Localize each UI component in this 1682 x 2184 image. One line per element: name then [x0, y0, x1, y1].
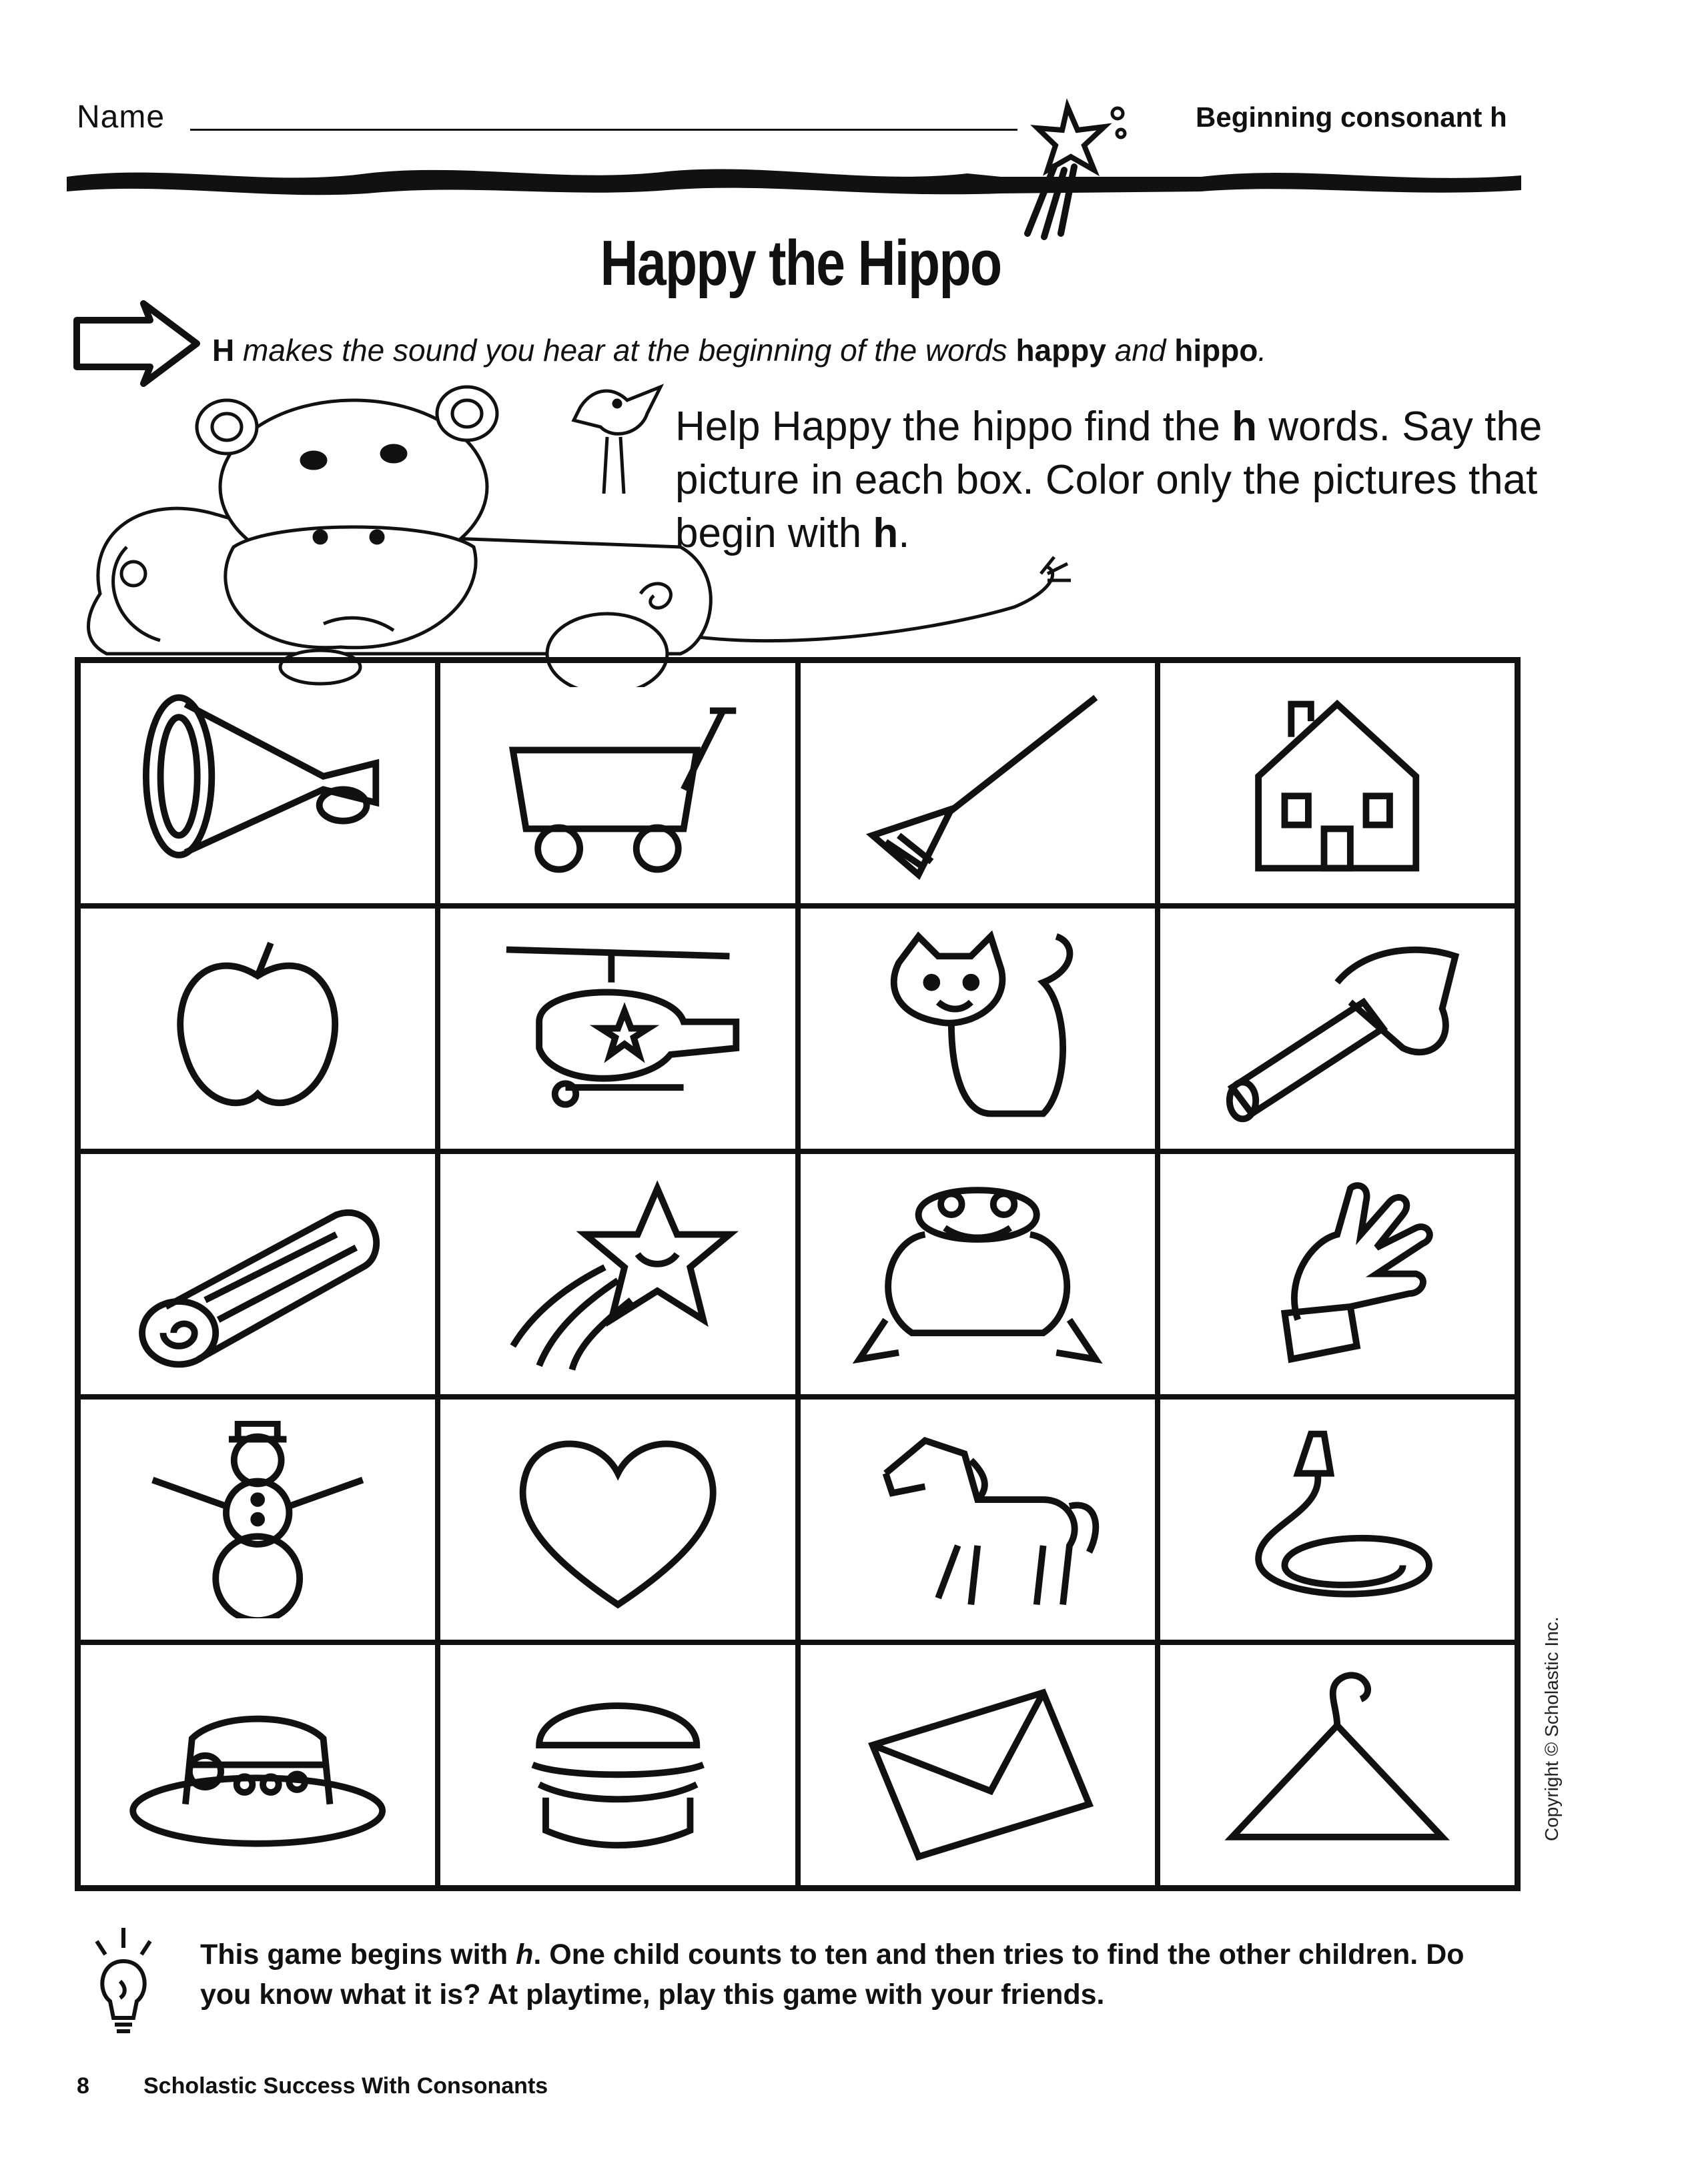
snowman-icon [119, 1421, 396, 1618]
shooting-star-icon [480, 1175, 756, 1372]
tip-part2: . One child counts to ten and then tries to find the other children. Do you know what it is? At playtime, play this game with your friends. [200, 1939, 1464, 2011]
intro-sentence [212, 332, 1266, 368]
grid-cell[interactable] [78, 1642, 438, 1888]
grid-cell[interactable] [438, 906, 797, 1151]
cat-icon [839, 930, 1116, 1127]
grid-cell[interactable] [1158, 1151, 1517, 1397]
apple-icon [119, 930, 396, 1127]
picture-grid [75, 657, 1521, 1891]
grid-cell[interactable] [78, 906, 438, 1151]
grid-cell[interactable] [798, 906, 1158, 1151]
wagon-icon [480, 684, 756, 881]
hose-icon [1199, 1421, 1475, 1618]
broom-icon [839, 684, 1116, 881]
grid-cell[interactable] [1158, 660, 1517, 906]
hippo-illustration [60, 374, 1101, 687]
grid-cell[interactable] [798, 1642, 1158, 1888]
brush-stroke-divider [67, 157, 1521, 203]
hanger-icon [1199, 1666, 1475, 1863]
helicopter-icon [480, 930, 756, 1127]
grid-cell[interactable] [438, 1397, 797, 1642]
instructions-letter: h [1232, 404, 1258, 450]
intro-and: and [1114, 333, 1166, 368]
book-title: Scholastic Success With Consonants [143, 2073, 548, 2099]
hand-icon [1199, 1175, 1475, 1372]
grid-cell[interactable] [438, 1151, 797, 1397]
grid-cell[interactable] [78, 1397, 438, 1642]
envelope-icon [839, 1666, 1116, 1863]
page-number: 8 [77, 2073, 89, 2099]
intro-word-hippo: hippo [1174, 333, 1258, 368]
grid-cell[interactable] [78, 1151, 438, 1397]
frog-icon [839, 1175, 1116, 1372]
grid-cell[interactable] [1158, 906, 1517, 1151]
lightbulb-icon [87, 1925, 160, 2038]
tip-part1: This game begins with [200, 1939, 508, 1971]
house-icon [1199, 684, 1475, 881]
topic-label: Beginning consonant h [1196, 101, 1507, 133]
hamburger-icon [480, 1666, 756, 1863]
name-write-line[interactable] [190, 129, 1017, 131]
log-icon [119, 1175, 396, 1372]
grid-cell[interactable] [798, 1151, 1158, 1397]
instructions-period: . [898, 510, 910, 556]
tip-text [200, 1935, 1468, 2015]
copyright-notice: Copyright © Scholastic Inc. [1541, 1616, 1562, 1841]
grid-cell[interactable] [798, 1397, 1158, 1642]
instructions-part1: Help Happy the hippo find the [675, 404, 1220, 450]
hammer-icon [1199, 930, 1475, 1127]
grid-cell[interactable] [78, 660, 438, 906]
grid-cell[interactable] [438, 1642, 797, 1888]
hat-icon [119, 1666, 396, 1863]
intro-word-happy: happy [1015, 333, 1106, 368]
intro-letter: H [212, 333, 235, 368]
grid-cell[interactable] [438, 660, 797, 906]
grid-cell[interactable] [798, 660, 1158, 906]
grid-cell[interactable] [1158, 1397, 1517, 1642]
intro-text: makes the sound you hear at the beginning of the words [243, 333, 1007, 368]
name-label: Name [77, 99, 165, 135]
shooting-star-icon [1007, 93, 1141, 240]
horse-icon [839, 1421, 1116, 1618]
page-title: Happy the Hippo [600, 227, 1001, 299]
heart-icon [480, 1421, 756, 1618]
intro-period: . [1258, 333, 1267, 368]
horn-icon [119, 684, 396, 881]
instructions-part2: words. Say the picture in each box. Color only the pictures that begin with [675, 404, 1543, 556]
grid-cell[interactable] [1158, 1642, 1517, 1888]
tip-letter: h [516, 1939, 534, 1971]
instructions-letter-2: h [873, 510, 899, 556]
